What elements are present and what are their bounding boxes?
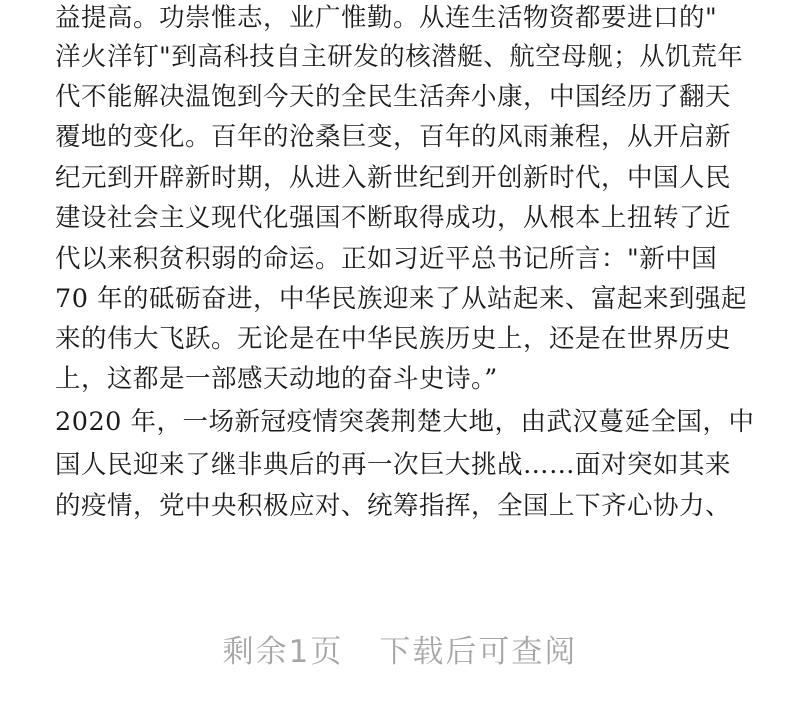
download-to-view-label: 下载后可查阅 (379, 634, 578, 670)
text-line: 70 年的砥砺奋进，中华民族迎来了从站起来、富起来到强起 (55, 284, 748, 314)
text-line: 代以来积贫积弱的命运。正如习近平总书记所言："新中国 (55, 244, 718, 274)
download-prompt-banner[interactable] (0, 626, 800, 671)
text-line: 的疫情，党中央积极应对、统筹指挥，全国上下齐心协力、 (55, 491, 732, 521)
remaining-pages-label: 剩余1页 (222, 634, 344, 670)
text-line: 上，这都是一部感天动地的奋斗史诗。” (55, 364, 498, 394)
text-line: 来的伟大飞跃。无论是在中华民族历史上，还是在世界历史 (55, 324, 732, 354)
text-line: 国人民迎来了继非典后的再一次巨大挑战……面对突如其来 (55, 450, 732, 480)
text-line: 纪元到开辟新时期，从进入新世纪到开创新时代，中国人民 (55, 163, 732, 193)
text-line: 益提高。功崇惟志，业广惟勤。从连生活物资都要进口的" (55, 3, 718, 33)
paragraph-start-line: 2020 年，一场新冠疫情突袭荆楚大地，由武汉蔓延全国，中 (55, 407, 755, 437)
text-line: 代不能解决温饱到今天的全民生活奔小康，中国经历了翻天 (55, 82, 732, 112)
text-line: 覆地的变化。百年的沧桑巨变，百年的风雨兼程，从开启新 (55, 122, 732, 152)
text-line: 洋火洋钉"到高科技自主研发的核潜艇、航空母舰；从饥荒年 (55, 42, 744, 72)
text-line: 建设社会主义现代化强国不断取得成功，从根本上扭转了近 (55, 203, 732, 233)
